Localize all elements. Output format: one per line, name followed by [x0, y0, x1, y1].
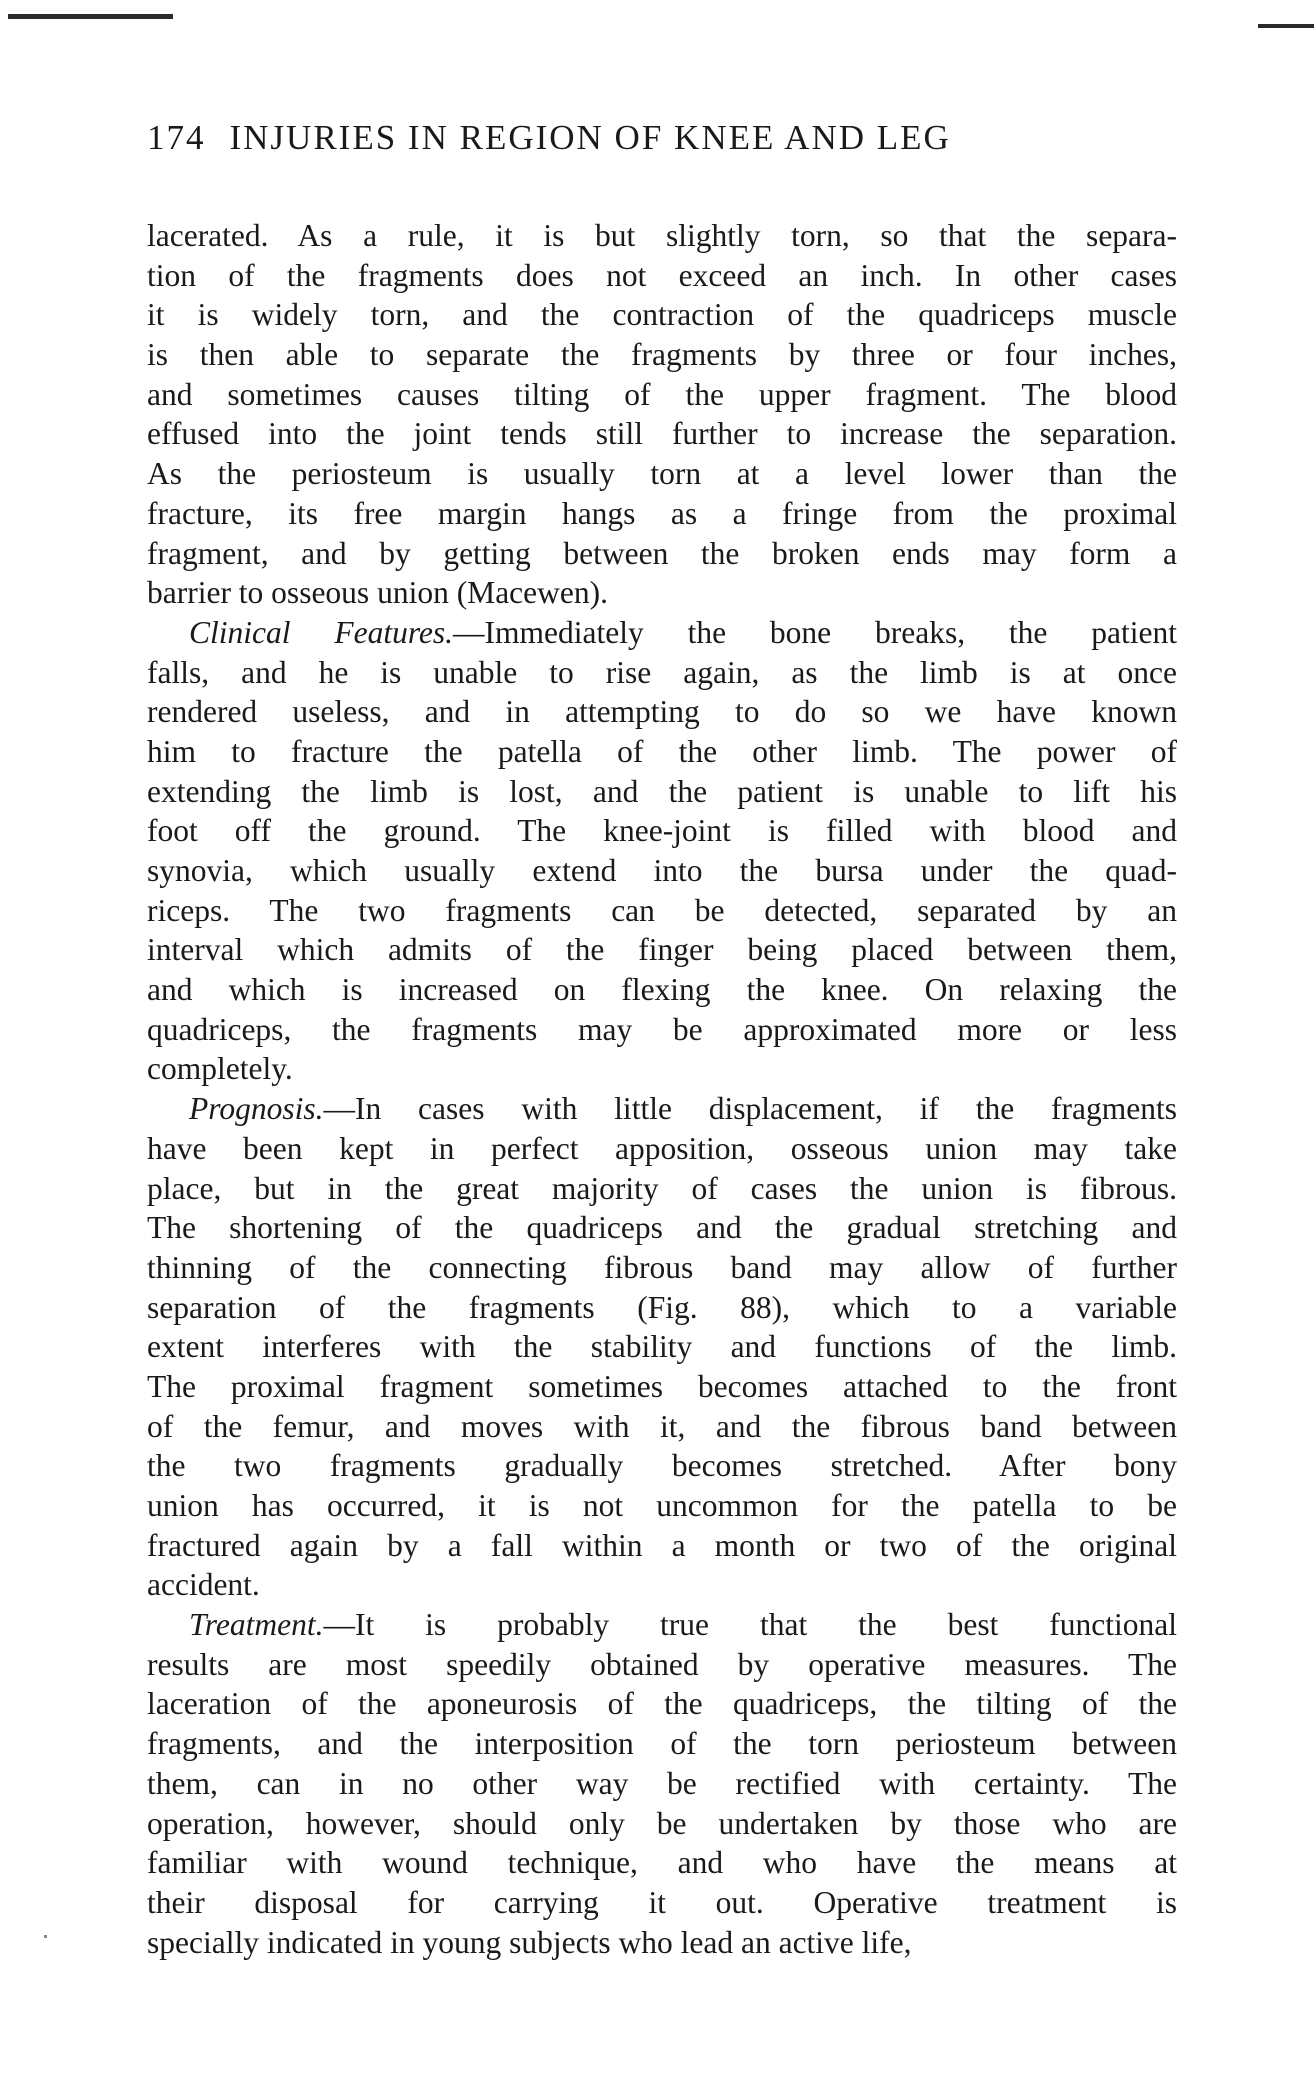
text-line: fractured again by a fall within a month or two of the original [147, 1527, 1177, 1563]
text-line: separation of the fragments (Fig. 88), which to a variable [147, 1289, 1177, 1325]
scan-edge-mark [8, 14, 173, 19]
text-line: fragments, and the interposition of the torn periosteum between [147, 1726, 1177, 1762]
line-text: —In cases with little displacement, if the fragments [323, 1091, 1177, 1127]
text-line: extent interferes with the stability and functions of the limb. [147, 1329, 1177, 1365]
text-line: thinning of the connecting fibrous band may allow of further [147, 1249, 1177, 1285]
paragraph [147, 613, 1177, 1089]
text-line: extending the limb is lost, and the patient is unable to lift his [147, 773, 1177, 809]
text-line: it is widely torn, and the contraction of the quadriceps muscle [147, 297, 1177, 333]
text-line: completely. [147, 1051, 293, 1087]
paragraph [147, 216, 1177, 613]
text-line: familiar with wound technique, and who have the means at [147, 1845, 1177, 1881]
line-text: —Immediately the bone breaks, the patient [453, 614, 1177, 650]
text-line: laceration of the aponeurosis of the quadriceps, the tilting of the [147, 1686, 1177, 1722]
text-line: and which is increased on flexing the knee. On relaxing the [147, 972, 1177, 1008]
text-line: foot off the ground. The knee-joint is filled with blood and [147, 813, 1177, 849]
text-line: their disposal for carrying it out. Operative treatment is [147, 1884, 1177, 1920]
text-line: The proximal fragment sometimes becomes attached to the front [147, 1368, 1177, 1404]
text-line: riceps. The two fragments can be detected, separated by an [147, 892, 1177, 928]
paragraph [147, 1605, 1177, 1962]
text-line: have been kept in perfect apposition, osseous union may take [147, 1130, 1177, 1166]
text-line: fracture, its free margin hangs as a fringe from the proximal [147, 495, 1177, 531]
section-heading: Clinical Features. [189, 614, 454, 650]
text-line: tion of the fragments does not exceed an inch. In other cases [147, 257, 1177, 293]
text-line: the two fragments gradually becomes stretched. After bony [147, 1448, 1177, 1484]
text-line [147, 1605, 1177, 1645]
text-line: interval which admits of the finger being placed between them, [147, 932, 1177, 968]
text-line: The shortening of the quadriceps and the gradual stretching and [147, 1210, 1177, 1246]
text-line: effused into the joint tends still further to increase the separation. [147, 416, 1177, 452]
text-line: accident. [147, 1567, 260, 1603]
text-line [147, 613, 1177, 653]
scan-edge-mark [1258, 24, 1314, 28]
section-heading: Treatment. [189, 1607, 324, 1643]
text-line: of the femur, and moves with it, and the fibrous band between [147, 1408, 1177, 1444]
text-line [147, 1089, 1177, 1129]
line-text: —It is probably true that the best functional [323, 1607, 1177, 1643]
text-line: fragment, and by getting between the broken ends may form a [147, 535, 1177, 571]
section-heading: Prognosis. [189, 1091, 324, 1127]
text-line: synovia, which usually extend into the bursa under the quad- [147, 853, 1177, 888]
text-line: is then able to separate the fragments by three or four inches, [147, 337, 1177, 373]
text-line: union has occurred, it is not uncommon for the patella to be [147, 1488, 1177, 1523]
text-line: lacerated. As a rule, it is but slightly torn, so that the separa- [147, 218, 1177, 253]
text-line: results are most speedily obtained by operative measures. The [147, 1646, 1177, 1682]
text-line: them, can in no other way be rectified with certainty. The [147, 1765, 1177, 1801]
text-line: specially indicated in young subjects who lead an active life, [147, 1924, 912, 1960]
text-line: place, but in the great majority of cases the union is fibrous. [147, 1170, 1177, 1206]
page-number: 174 [147, 118, 206, 157]
text-line: operation, however, should only be undertaken by those who are [147, 1805, 1177, 1841]
text-line: and sometimes causes tilting of the upper fragment. The blood [147, 376, 1177, 412]
text-line: rendered useless, and in attempting to do so we have known [147, 694, 1177, 730]
body-text [147, 216, 1177, 1962]
running-head [147, 118, 1187, 158]
chapter-title: INJURIES IN REGION OF KNEE AND LEG [229, 118, 951, 157]
paragraph [147, 1089, 1177, 1605]
text-line: barrier to osseous union (Macewen). [147, 575, 608, 611]
text-line: quadriceps, the fragments may be approximated more or less [147, 1011, 1177, 1047]
text-line: him to fracture the patella of the other limb. The power of [147, 733, 1177, 769]
text-line: As the periosteum is usually torn at a level lower than the [147, 456, 1177, 492]
scan-speck [44, 1935, 47, 1938]
text-line: falls, and he is unable to rise again, as the limb is at once [147, 654, 1177, 690]
